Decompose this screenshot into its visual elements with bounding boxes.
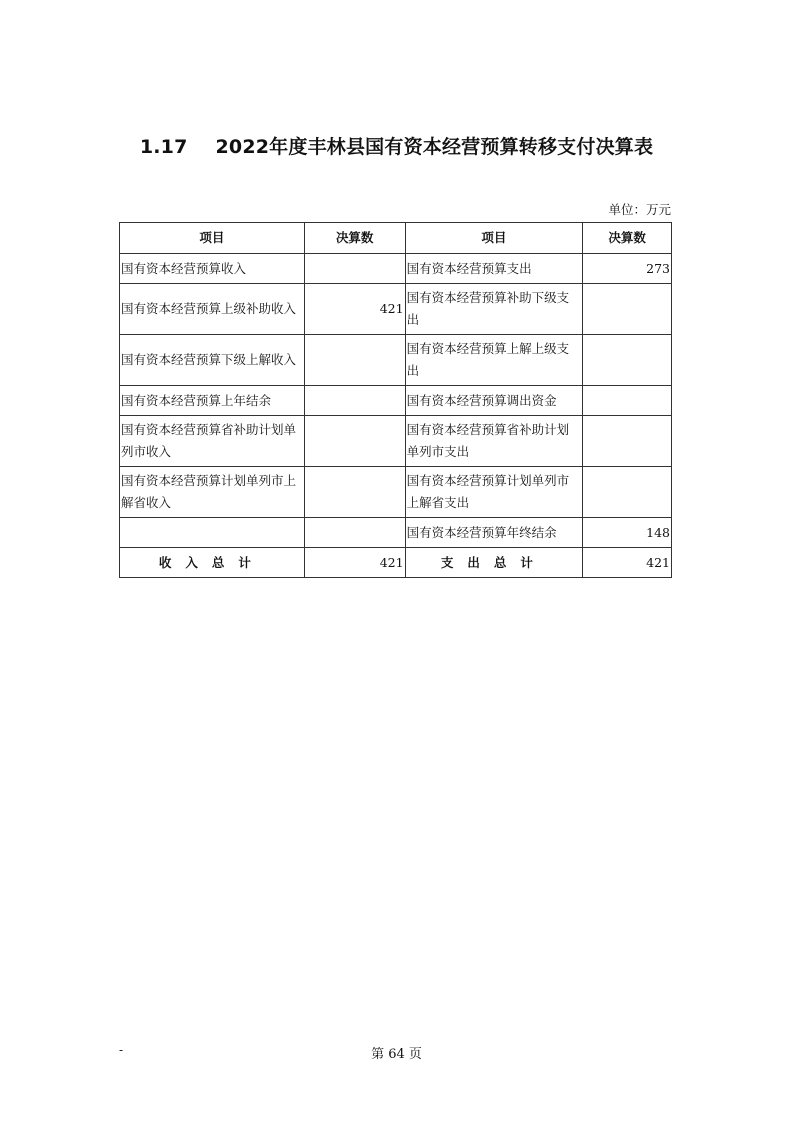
title-text: 2022年度丰林县国有资本经营预算转移支付决算表 — [215, 136, 654, 158]
page-title — [0, 132, 793, 159]
income-value — [304, 254, 405, 284]
table-row — [120, 518, 672, 548]
income-item: 国有资本经营预算省补助计划单列市收入 — [120, 416, 305, 467]
expense-total-label: 支出总计 — [405, 548, 583, 578]
header-value-right: 决算数 — [583, 223, 672, 254]
expense-value — [583, 386, 672, 416]
expense-value: 273 — [583, 254, 672, 284]
table-row — [120, 386, 672, 416]
expense-value — [583, 284, 672, 335]
expense-item: 国有资本经营预算上解上级支出 — [405, 335, 583, 386]
expense-item: 国有资本经营预算调出资金 — [405, 386, 583, 416]
table-row — [120, 335, 672, 386]
expense-value — [583, 416, 672, 467]
income-value — [304, 467, 405, 518]
section-number: 1.17 — [139, 136, 188, 158]
income-total-label: 收入总计 — [120, 548, 305, 578]
header-row — [120, 223, 672, 254]
unit-label: 单位：万元 — [608, 202, 671, 217]
table-row — [120, 416, 672, 467]
income-item: 国有资本经营预算上年结余 — [120, 386, 305, 416]
expense-item: 国有资本经营预算支出 — [405, 254, 583, 284]
income-item: 国有资本经营预算收入 — [120, 254, 305, 284]
expense-item: 国有资本经营预算补助下级支出 — [405, 284, 583, 335]
income-value — [304, 518, 405, 548]
table-row — [120, 284, 672, 335]
page-number: 第 64 页 — [371, 1047, 422, 1062]
income-item — [120, 518, 305, 548]
expense-item: 国有资本经营预算年终结余 — [405, 518, 583, 548]
header-item-right: 项目 — [405, 223, 583, 254]
expense-item: 国有资本经营预算计划单列市上解省支出 — [405, 467, 583, 518]
total-row — [120, 548, 672, 578]
header-item-left: 项目 — [120, 223, 305, 254]
expense-value — [583, 335, 672, 386]
table-row — [120, 254, 672, 284]
income-value — [304, 416, 405, 467]
header-value-left: 决算数 — [304, 223, 405, 254]
expense-value — [583, 467, 672, 518]
income-item: 国有资本经营预算下级上解收入 — [120, 335, 305, 386]
transfer-payment-table — [119, 222, 672, 578]
footer-dash: - — [119, 1043, 124, 1057]
income-value — [304, 386, 405, 416]
expense-total-value: 421 — [583, 548, 672, 578]
income-value — [304, 335, 405, 386]
expense-value: 148 — [583, 518, 672, 548]
income-item: 国有资本经营预算上级补助收入 — [120, 284, 305, 335]
income-value: 421 — [304, 284, 405, 335]
income-total-value: 421 — [304, 548, 405, 578]
income-item: 国有资本经营预算计划单列市上解省收入 — [120, 467, 305, 518]
expense-item: 国有资本经营预算省补助计划单列市支出 — [405, 416, 583, 467]
table-row — [120, 467, 672, 518]
